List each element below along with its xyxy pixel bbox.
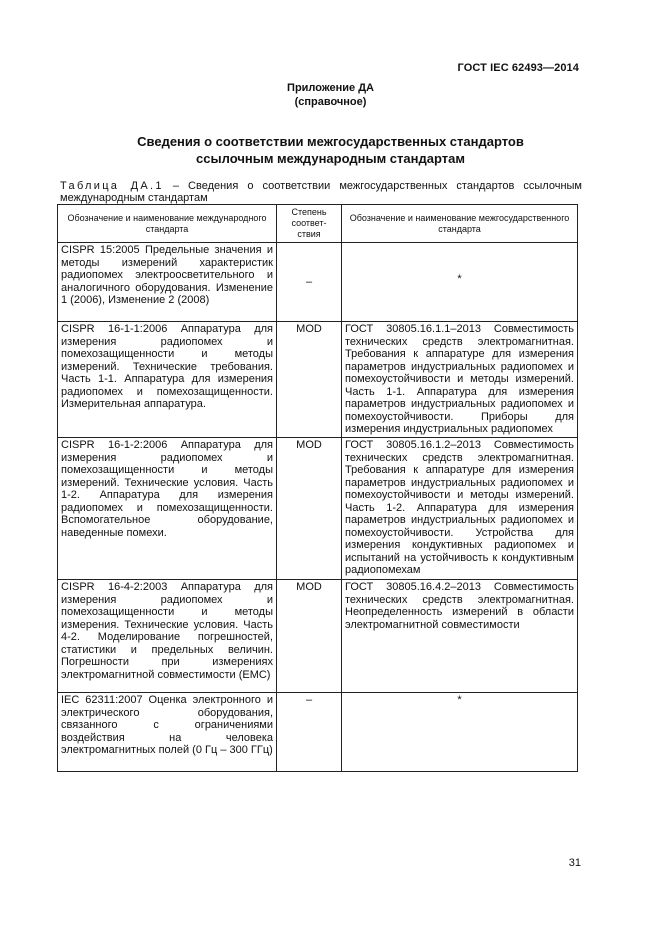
degree-cell: MOD — [277, 438, 342, 580]
table-header-row — [58, 205, 578, 243]
table-row — [58, 243, 578, 322]
interstate-standard-cell: * — [342, 693, 578, 772]
interstate-standard-cell: * — [342, 243, 578, 322]
annex-title: Приложение ДА — [287, 82, 374, 94]
table-caption-label: Таблица ДА.1 — [60, 180, 164, 192]
international-standard-cell: CISPR 16-4-2:2003 Аппаратура для измерения радиопомех и помехозащищенности и методы измерения. Технические условия. Часть 4-2. Моделирование погрешностей, статистики и предельных величин. Погрешности при измерениях электромагнитной совместимости (EMC) — [58, 580, 277, 693]
document-code: ГОСТ IEC 62493—2014 — [457, 62, 579, 74]
international-standard-cell: CISPR 16-1-2:2006 Аппаратура для измерения радиопомех и помехозащищенности и методы измерений. Технические условия. Часть 1-2. Аппаратура для измерения радиопомех и помехозащищенности. Вспомогательное оборудование, наведенные помехи. — [58, 438, 277, 580]
degree-cell: MOD — [277, 322, 342, 438]
degree-cell: MOD — [277, 580, 342, 693]
table-row — [58, 580, 578, 693]
interstate-standard-cell: ГОСТ 30805.16.1.1–2013 Совместимость технических средств электромагнитная. Требования к аппаратуре для измерения параметров индустриальных радиопомех и помехоустойчивости и методы измерений. Часть 1-1. Аппаратура для измерения параметров индустриальных радиопомех и помехоустойчивости. Приборы для измерения индустриальных радиопомех — [342, 322, 578, 438]
table-caption-continuation: международным стандартам — [60, 192, 208, 204]
table-row — [58, 438, 578, 580]
page-title — [0, 133, 661, 167]
table-caption — [60, 180, 582, 192]
degree-cell: – — [277, 693, 342, 772]
page-title-line-2: ссылочным международным стандартам — [196, 151, 465, 166]
column-header-international: Обозначение и наименование международного стандарта — [58, 205, 277, 243]
international-standard-cell: CISPR 15:2005 Предельные значения и методы измерений характеристик радиопомех электроосветительного и аналогичного оборудования. Изменение 1 (2006), Изменение 2 (2008) — [58, 243, 277, 322]
page-number: 31 — [568, 857, 581, 869]
international-standard-cell: IEC 62311:2007 Оценка электронного и электрического оборудования, связанного с ограничениями воздействия на человека электромагнитных полей (0 Гц – 300 ГГц) — [58, 693, 277, 772]
interstate-standard-cell: ГОСТ 30805.16.1.2–2013 Совместимость технических средств электромагнитная. Требования к аппаратуре для измерения параметров индустриальных радиопомех и помехоустойчивости и методы измерений. Часть 1-2. Аппаратура для измерения параметров индустриальных радиопомех и помехоустойчивости. Устройства для измерения кондуктивных радиопомех и испытаний на устойчивость к кондуктивным радиопомехам — [342, 438, 578, 580]
table-row — [58, 693, 578, 772]
degree-cell: – — [277, 243, 342, 322]
column-header-degree: Степень соответ-ствия — [277, 205, 342, 243]
page-title-line-1: Сведения о соответствии межгосударственных стандартов — [137, 134, 524, 149]
international-standard-cell: CISPR 16-1-1:2006 Аппаратура для измерения радиопомех и помехозащищенности и методы измерений. Технические требования. Часть 1-1. Аппаратура для измерения радиопомех и помехозащищенности. Измерительная аппаратура. — [58, 322, 277, 438]
table-caption-text: – Сведения о соответствии межгосударственных стандартов ссылочным — [163, 180, 582, 192]
interstate-standard-cell: ГОСТ 30805.16.4.2–2013 Совместимость технических средств электромагнитная. Неопределенность измерений в области электромагнитной совместимости — [342, 580, 578, 693]
annex-heading — [0, 81, 661, 109]
correspondence-table — [57, 204, 578, 772]
table-row — [58, 322, 578, 438]
column-header-interstate: Обозначение и наименование межгосударственного стандарта — [342, 205, 578, 243]
annex-subtitle: (справочное) — [294, 96, 367, 108]
